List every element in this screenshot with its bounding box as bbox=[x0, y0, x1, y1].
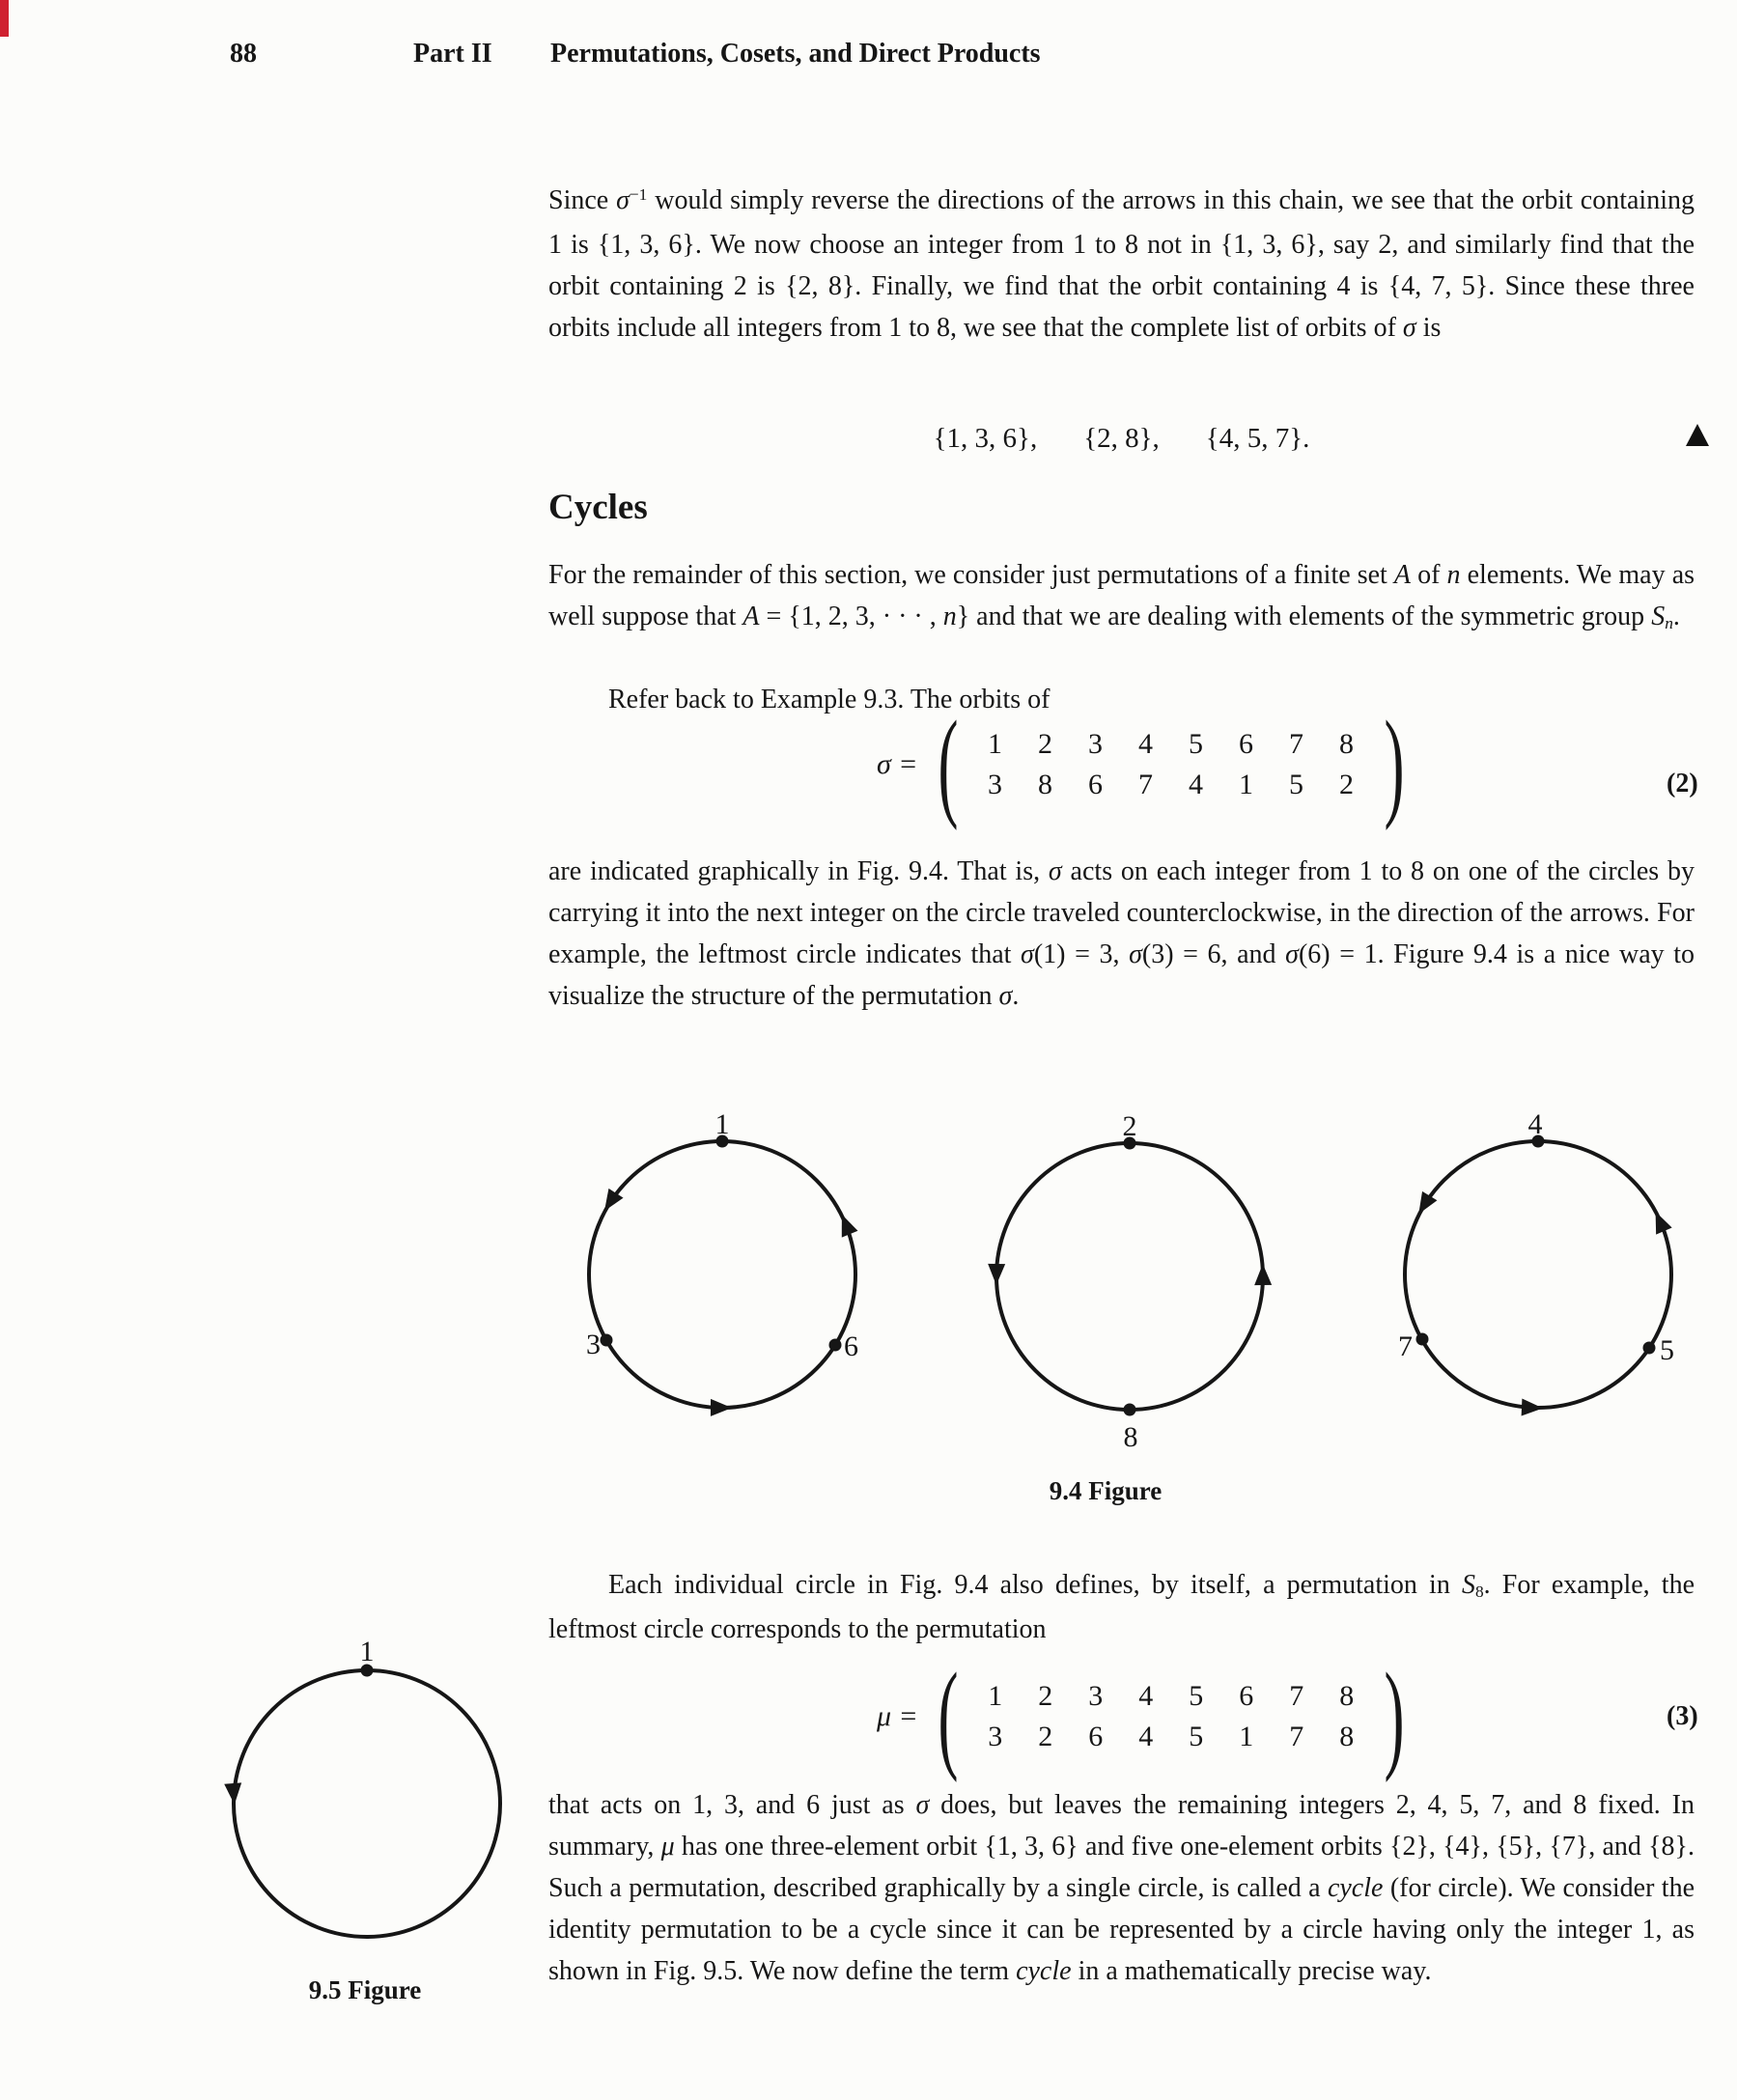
matrix-bottom-row: 3 8 6 7 4 1 5 2 bbox=[988, 769, 1355, 800]
figure-9-5-label-top: 1 bbox=[359, 1639, 375, 1667]
left-paren: ( bbox=[938, 697, 959, 831]
equation-2-matrix bbox=[970, 724, 1372, 805]
equation-2-lhs: σ = bbox=[877, 748, 918, 780]
circle2-label-bottom: 8 bbox=[1123, 1421, 1138, 1453]
point-dot bbox=[1416, 1333, 1429, 1346]
equation-2 bbox=[877, 697, 1414, 831]
figure-reference-paragraph: are indicated graphically in Fig. 9.4. That is, σ acts on each integer from 1 to 8 on one of the circles by carrying it into the next integer on the circle traveled counterclockwise, in the direction of the arrows. For example, the leftmost circle indicates that σ(1) = 3, σ(3) = 6, and σ(6) = 1. Figure 9.4 is a nice way to visualize the structure of the permutation σ. bbox=[548, 856, 1695, 1011]
header-part-title: Permutations, Cosets, and Direct Products bbox=[550, 39, 1041, 69]
cycle-definition-paragraph: that acts on 1, 3, and 6 just as σ does, but leaves the remaining integers 2, 4, 5, 7, and 8 fixed. In summary, μ has one three-element orbit {1, 3, 6} and five one-element orbits {2}, {4}, {5}, {7}, and {8}. Such a permutation, described graphically by a single circle, is called a cycle (for circle). We consider the identity permutation to be a cycle since it can be represented by a circle having only the integer 1, as shown in Fig. 9.5. We now define the term cycle in a mathematically precise way. bbox=[548, 1790, 1695, 1986]
end-of-example-triangle-icon bbox=[1686, 424, 1709, 446]
equation-3-lhs: μ = bbox=[877, 1700, 918, 1732]
equation-3-number: (3) bbox=[1667, 1701, 1698, 1731]
matrix-top-row: 1 2 3 4 5 6 7 8 bbox=[988, 1680, 1355, 1712]
circle3-label-lower-right: 5 bbox=[1660, 1334, 1674, 1366]
left-paren: ( bbox=[938, 1649, 959, 1783]
cycles-paragraph: For the remainder of this section, we consider just permutations of a finite set A of n elements. We may as well suppose that A = {1, 2, 3, · · · , n} and that we are dealing with elements of the symmetric group Sn. bbox=[548, 560, 1695, 633]
orbit-list: {1, 3, 6}, {2, 8}, {4, 5, 7}. bbox=[933, 423, 1310, 454]
figure-9-4-circle-1 bbox=[558, 1110, 886, 1439]
figure-9-4-circle-3 bbox=[1374, 1110, 1702, 1439]
ccw-arrowhead-icon bbox=[1522, 1399, 1544, 1417]
circle1-label-top: 1 bbox=[714, 1110, 730, 1140]
circle2-label-top: 2 bbox=[1122, 1112, 1137, 1142]
right-paren: ) bbox=[1384, 697, 1404, 831]
equation-2-number: (2) bbox=[1667, 769, 1698, 798]
point-dot bbox=[829, 1339, 842, 1352]
matrix-bottom-row: 3 2 6 4 5 1 7 8 bbox=[988, 1721, 1355, 1752]
circle3-label-lower-left: 7 bbox=[1398, 1330, 1413, 1362]
figure-9-4-circle-2 bbox=[966, 1112, 1294, 1479]
circle1-label-lower-left: 3 bbox=[586, 1329, 601, 1360]
section-heading: Cycles bbox=[548, 488, 648, 527]
circle1-label-lower-right: 6 bbox=[844, 1330, 858, 1362]
refer-back-line: Refer back to Example 9.3. The orbits of bbox=[608, 685, 1051, 714]
intro-paragraph: Since $\sigma^{-1}$ would simply reverse the directions of the arrows in this chain, we see that the orbit containing 1 is {1, 3, 6}. We now choose an integer from 1 to 8 not in {1, 3, 6}, say 2, and similarly find that the orbit containing 2 is {2, 8}. Finally, we find that the orbit containing 4 is {4, 7, 5}. Since these three orbits include all integers from 1 to 8, we see that the complete list of orbits of σ is bbox=[548, 184, 1695, 343]
matrix-top-row: 1 2 3 4 5 6 7 8 bbox=[988, 728, 1355, 760]
point-dot bbox=[601, 1334, 613, 1347]
equation-3-matrix bbox=[970, 1676, 1372, 1757]
equation-3 bbox=[877, 1649, 1415, 1783]
point-dot bbox=[1124, 1404, 1136, 1416]
figure-9-5-circle bbox=[203, 1639, 531, 1968]
right-paren: ) bbox=[1384, 1649, 1405, 1783]
ccw-arrowhead-icon bbox=[988, 1264, 1005, 1285]
ccw-arrowhead-icon bbox=[711, 1399, 732, 1416]
ccw-arrowhead-icon bbox=[224, 1782, 243, 1805]
point-dot bbox=[1643, 1342, 1656, 1355]
figure-9-5-caption: 9.5 Figure bbox=[308, 1975, 422, 2004]
ccw-arrowhead-icon bbox=[834, 1211, 858, 1237]
scan-artifact-red bbox=[0, 0, 9, 37]
page-number: 88 bbox=[230, 39, 257, 69]
ccw-arrowhead-icon bbox=[1647, 1208, 1671, 1234]
ccw-arrowhead-icon bbox=[1254, 1264, 1272, 1285]
figure-9-4-caption: 9.4 Figure bbox=[1049, 1476, 1163, 1505]
header-part-label: Part II bbox=[413, 39, 492, 69]
circle3-label-top: 4 bbox=[1527, 1110, 1543, 1140]
each-circle-paragraph: Each individual circle in Fig. 9.4 also defines, by itself, a permutation in S8. For example, the leftmost circle corresponds to the permutation bbox=[548, 1570, 1695, 1644]
